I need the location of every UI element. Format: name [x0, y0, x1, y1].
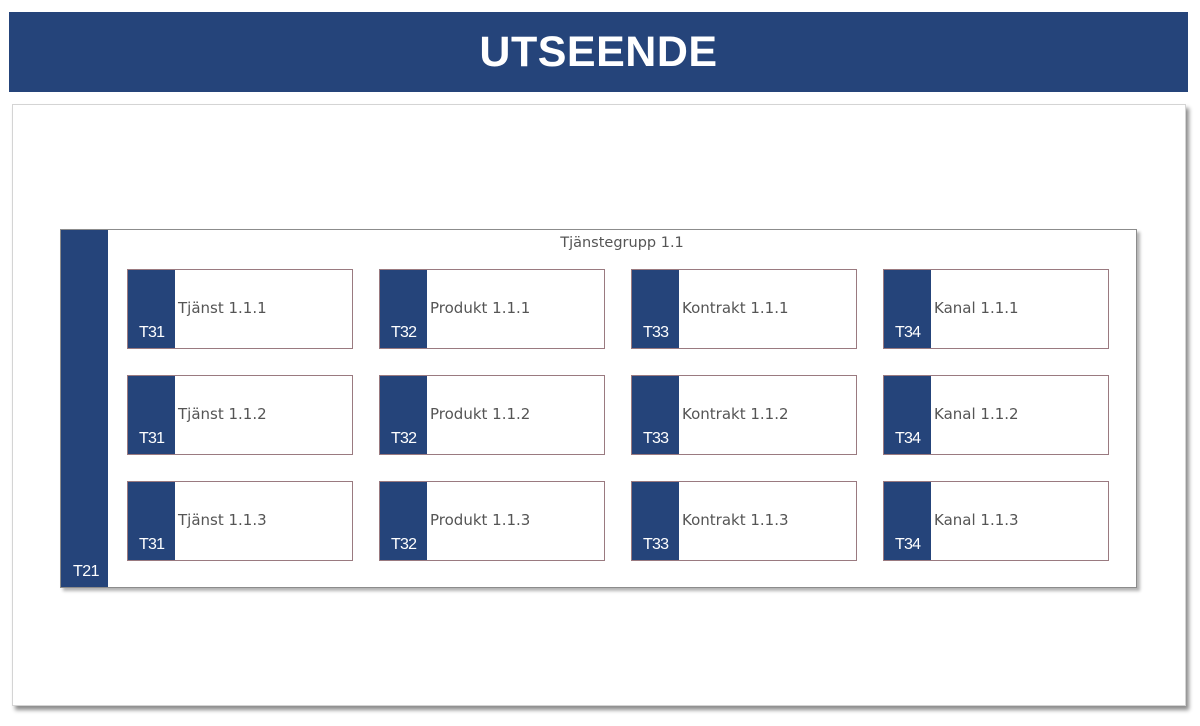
card-code-strip — [632, 376, 679, 454]
card-code: T33 — [643, 324, 669, 341]
card-tjanst-2[interactable] — [127, 375, 353, 455]
card-code-strip — [380, 376, 427, 454]
card-code: T33 — [643, 430, 669, 447]
card-code: T31 — [139, 324, 165, 341]
card-code: T31 — [139, 536, 165, 553]
card-code: T34 — [895, 324, 921, 341]
card-code-strip — [380, 270, 427, 348]
card-code-strip — [632, 482, 679, 560]
card-code: T34 — [895, 430, 921, 447]
card-kanal-3[interactable] — [883, 481, 1109, 561]
card-label: Produkt 1.1.1 — [430, 299, 531, 317]
header-bar — [9, 12, 1188, 92]
card-label: Kanal 1.1.3 — [934, 511, 1019, 529]
card-code: T34 — [895, 536, 921, 553]
group-code: T21 — [73, 563, 100, 580]
card-kontrakt-2[interactable] — [631, 375, 857, 455]
card-code-strip — [884, 270, 931, 348]
card-kontrakt-1[interactable] — [631, 269, 857, 349]
card-code-strip — [128, 482, 175, 560]
card-code-strip — [884, 482, 931, 560]
card-label: Tjänst 1.1.3 — [178, 511, 267, 529]
page-title: UTSEENDE — [479, 27, 718, 76]
card-code: T33 — [643, 536, 669, 553]
card-code: T32 — [391, 536, 417, 553]
card-label: Kontrakt 1.1.1 — [682, 299, 789, 317]
group-code-strip — [61, 230, 108, 587]
card-label: Tjänst 1.1.2 — [178, 405, 267, 423]
card-kanal-2[interactable] — [883, 375, 1109, 455]
card-produkt-1[interactable] — [379, 269, 605, 349]
card-tjanst-3[interactable] — [127, 481, 353, 561]
card-tjanst-1[interactable] — [127, 269, 353, 349]
card-code: T32 — [391, 324, 417, 341]
card-code-strip — [380, 482, 427, 560]
card-label: Kontrakt 1.1.2 — [682, 405, 789, 423]
service-group-box[interactable] — [60, 229, 1137, 588]
card-label: Produkt 1.1.3 — [430, 511, 531, 529]
card-label: Kontrakt 1.1.3 — [682, 511, 789, 529]
card-kontrakt-3[interactable] — [631, 481, 857, 561]
card-label: Kanal 1.1.2 — [934, 405, 1019, 423]
card-produkt-3[interactable] — [379, 481, 605, 561]
group-title: Tjänstegrupp 1.1 — [560, 235, 684, 251]
card-code-strip — [632, 270, 679, 348]
card-code-strip — [884, 376, 931, 454]
card-produkt-2[interactable] — [379, 375, 605, 455]
card-code-strip — [128, 270, 175, 348]
card-kanal-1[interactable] — [883, 269, 1109, 349]
card-label: Kanal 1.1.1 — [934, 299, 1019, 317]
card-label: Produkt 1.1.2 — [430, 405, 531, 423]
card-code: T32 — [391, 430, 417, 447]
card-code: T31 — [139, 430, 165, 447]
card-code-strip — [128, 376, 175, 454]
card-label: Tjänst 1.1.1 — [178, 299, 267, 317]
